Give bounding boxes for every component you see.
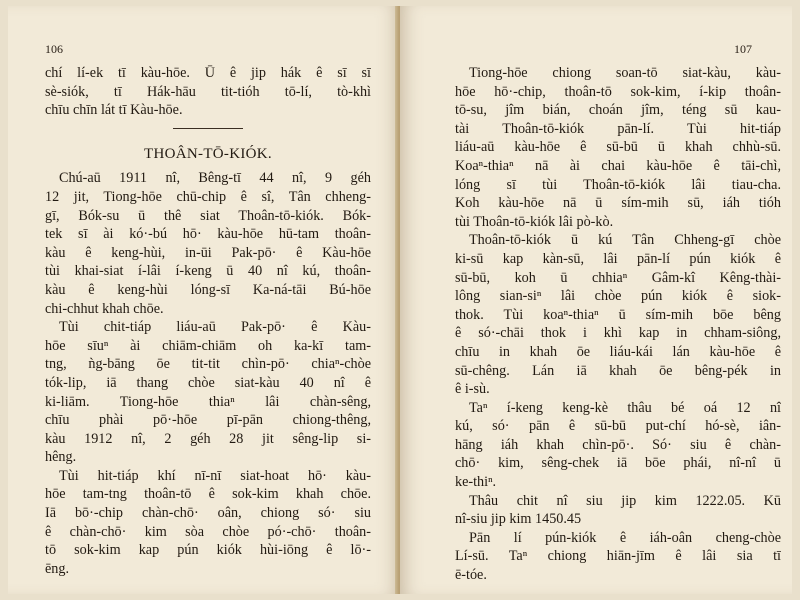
text-line: gī, Bók-su ū thê siat Thoân-tō-kiók. Bók- bbox=[45, 207, 371, 224]
text-line: tók-lip, iā thang chòe siat-kàu 40 nî ê bbox=[45, 374, 371, 391]
text-line: chí lí-ek tī kàu-hōe. Ū ê jip hák ê sī sī bbox=[45, 65, 371, 81]
text-line: tō sok-kim kap pún kiók hùi-iōng ê lō·- bbox=[45, 542, 371, 559]
text-line: sè-siók, tī Hák-hāu tit-tióh tō-lí, tò-khì bbox=[45, 83, 371, 100]
text-line: nî-siu jip kim 1450.45 bbox=[455, 511, 582, 528]
text-line: Lí-sū. Taⁿ chiong hiān-jīm ê lâi sia tī bbox=[455, 548, 781, 565]
text-line: kàu ê keng-hùi lóng-sī Ka-ná-tāi Bú-hōe bbox=[45, 281, 371, 298]
text-line: Thoân-tō-kiók ū kú Tân Chheng-gī chòe bbox=[469, 232, 781, 249]
text-line: hōe hō·-chip, thoân-tō sok-kim, í-kip thoân- bbox=[455, 83, 781, 100]
left-page-text bbox=[45, 64, 371, 578]
text-line: lóng sī tùi Thoân-tō-kiók lâi tiau-cha. bbox=[455, 176, 781, 193]
text-line: Thâu chit nî siu jip kim 1222.05. Kū bbox=[469, 492, 781, 509]
text-line: sū-chêng. Lán iā khah ōe bêng-pék in bbox=[455, 362, 781, 379]
text-line: chīu in khah ōe liáu-kái lán kàu-hōe ê bbox=[455, 343, 781, 360]
text-line: lông sian-siⁿ lâi chòe pún kiók ê siok- bbox=[455, 288, 781, 305]
page-number: 107 bbox=[734, 42, 752, 56]
text-line: chīu phài pō·-hōe pī-pān chiong-thêng, bbox=[45, 412, 371, 429]
text-line: chō· kim, sêng-chek iā bōe phái, nî-nî ū bbox=[455, 455, 781, 472]
right-page-text bbox=[455, 64, 781, 585]
text-line: hêng. bbox=[45, 449, 77, 466]
text-line: Tùi hit-tiáp khí nī-nī siat-hoat hō· kàu- bbox=[59, 467, 371, 484]
text-line: hōe sīuⁿ ài chiām-chiām oh ka-kī tam- bbox=[45, 337, 371, 354]
text-line: ki-liām. Tiong-hōe thiaⁿ lâi chàn-sêng, bbox=[45, 393, 371, 410]
text-line: liáu-aū kàu-hōe ê sū-bū ū khah chhù-sū. bbox=[455, 139, 781, 156]
text-line: Tùi chit-tiáp liáu-aū Pak-pō· ê Kàu- bbox=[59, 319, 371, 336]
text-line: ê i-sù. bbox=[455, 381, 490, 398]
left-page bbox=[8, 6, 400, 594]
text-line: Koaⁿ-thiaⁿ nā ài chai kàu-hōe ê tāi-chì, bbox=[455, 157, 781, 174]
text-line: Taⁿ í-keng keng-kè thâu bé oá 12 nî bbox=[469, 399, 781, 416]
text-line: ē-tóe. bbox=[455, 567, 487, 584]
text-line: ê só·-chāi thok i khì kap in chham-siông, bbox=[455, 325, 781, 342]
text-line: ê chàn-chō· kim sòa chòe pó·-chō· thoân- bbox=[45, 523, 371, 540]
text-line: hāng iáh khah chìn-pō·. Só· siu ê chàn- bbox=[455, 436, 781, 453]
text-line: Pān lí pún-kiók ê iáh-oân cheng-chòe bbox=[469, 529, 781, 546]
text-line: Tiong-hōe chiong soan-tō siat-kàu, kàu- bbox=[469, 65, 781, 81]
text-line: ēng. bbox=[45, 560, 70, 577]
text-line: sū-bū, koh ū chhiaⁿ Gâm-kî Kêng-thài- bbox=[455, 269, 781, 286]
text-line: chīu chīn lát tī Kàu-hōe. bbox=[45, 102, 183, 119]
text-line: kàu ê keng-hùi, in-ūi Pak-pō· ê Kàu-hōe bbox=[45, 244, 371, 261]
text-line: 12 jit, Tiong-hōe chū-chip ê sî, Tân chheng- bbox=[45, 188, 371, 205]
text-line: tng, ǹg-bāng ōe tit-tit chìn-pō· chiaⁿ-chòe bbox=[45, 356, 371, 373]
text-line: chi-chhut khah chōe. bbox=[45, 300, 164, 317]
text-line: tùi Thoân-tō-kiók lâi pò-kò. bbox=[455, 213, 614, 230]
text-line: Iā bō·-chip chàn-chō· oân, chiong só· siu bbox=[45, 505, 371, 522]
text-line: Chú-aū 1911 nî, Bêng-tī 44 nî, 9 géh bbox=[59, 170, 371, 187]
right-page bbox=[400, 6, 792, 594]
text-line: tō-su, jîm bián, choán jîm, téng sū kau- bbox=[455, 102, 781, 119]
text-line: ke-thiⁿ. bbox=[455, 474, 497, 491]
text-line: thok. Tùi koaⁿ-thiaⁿ ū sím-mih bōe bêng bbox=[455, 306, 781, 323]
text-line: kú, só· pān ê sū-bū put-chí hó-sè, iân- bbox=[455, 418, 781, 435]
text-line: ki-sū kap kàn-sū, lâi pān-lí pún kiók ê bbox=[455, 250, 781, 267]
section-divider bbox=[173, 128, 243, 129]
section-heading: THOÂN-TŌ-KIÓK. bbox=[144, 145, 272, 162]
text-line: hōe tam-tng thoân-tō ê sok-kim khah chōe. bbox=[45, 486, 371, 503]
text-line: Koh kàu-hōe nā ū sím-mih sū, iáh tióh bbox=[455, 195, 781, 212]
page-number: 106 bbox=[45, 42, 63, 56]
text-line: tài Thoân-tō-kiók pān-lí. Tùi hit-tiáp bbox=[455, 120, 781, 137]
text-line: tùi khai-siat í-lâi í-keng ū 40 nî kú, thoân- bbox=[45, 263, 371, 280]
text-line: kàu 1912 nî, 2 géh 28 jit sêng-lip si- bbox=[45, 430, 371, 447]
text-line: tek sī ài kó·-bú hō· kàu-hōe hū-tam thoân- bbox=[45, 226, 371, 243]
